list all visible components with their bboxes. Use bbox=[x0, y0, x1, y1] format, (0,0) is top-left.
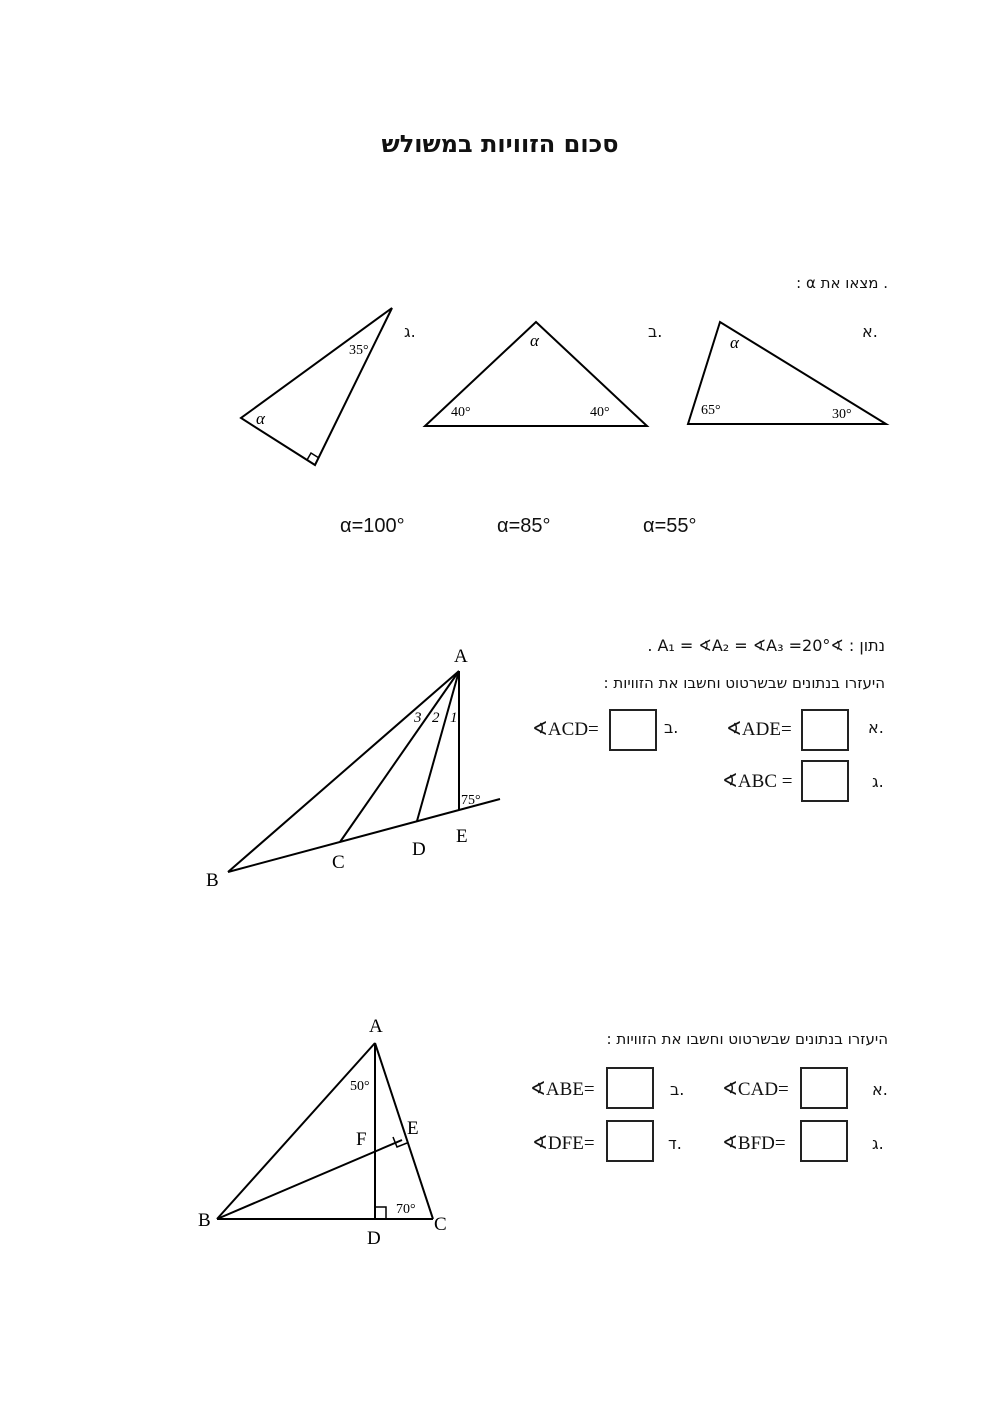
q2-item-b-letter: ב. bbox=[664, 718, 679, 737]
q2-given: נתון : ∢A₁ = ∢A₂ = ∢A₃ =20° . bbox=[647, 636, 885, 655]
q1-triangles bbox=[0, 0, 1000, 480]
q2-adE-answer-box[interactable] bbox=[801, 709, 849, 751]
q3-right-angle-d bbox=[375, 1207, 386, 1219]
tri-b-top-angle: α bbox=[530, 331, 539, 350]
q2-item-a-label: ∢ADE= bbox=[726, 719, 792, 740]
q3-cad-answer-box[interactable] bbox=[800, 1067, 848, 1109]
tri-a-top-angle: α bbox=[730, 333, 739, 352]
q3-label-e: E bbox=[407, 1118, 419, 1139]
q1-answer-a: α=55° bbox=[643, 515, 697, 537]
q3-item-d-letter: ד. bbox=[668, 1134, 682, 1153]
q3-dfe-answer-box[interactable] bbox=[606, 1120, 654, 1162]
q1-label-a: א. bbox=[862, 322, 878, 341]
q3-item-a-letter: א. bbox=[872, 1080, 888, 1099]
q3-angle-50: 50° bbox=[350, 1079, 370, 1094]
q3-right-angle-e bbox=[393, 1137, 407, 1147]
q2-label-c: C bbox=[332, 852, 345, 873]
tri-c-left-angle: α bbox=[256, 409, 265, 428]
q3-item-c-label: ∢BFD= bbox=[722, 1133, 786, 1154]
q3-label-b: B bbox=[198, 1210, 211, 1231]
q2-acd-answer-box[interactable] bbox=[609, 709, 657, 751]
q3-label-c: C bbox=[434, 1214, 447, 1235]
q2-instruction: היעזרו בנתונים שבשרטוט וחשבו את הזוויות : bbox=[603, 674, 885, 692]
q2-figure bbox=[180, 630, 520, 900]
tri-b-right-angle: 40° bbox=[590, 405, 610, 420]
q2-angle-1: 1 bbox=[450, 710, 458, 726]
q3-figure bbox=[190, 1010, 480, 1260]
tri-a-left-angle: 65° bbox=[701, 403, 721, 418]
triangle-c bbox=[241, 308, 392, 465]
tri-c-top-angle: 35° bbox=[349, 343, 369, 358]
q3-label-d: D bbox=[367, 1228, 381, 1249]
q3-item-c-letter: ג. bbox=[872, 1134, 884, 1153]
q1-answer-b: α=85° bbox=[497, 515, 551, 537]
q3-abe-answer-box[interactable] bbox=[606, 1067, 654, 1109]
q2-label-b: B bbox=[206, 870, 219, 891]
q1-label-c: ג. bbox=[404, 322, 416, 341]
q2-angle-3: 3 bbox=[414, 710, 422, 726]
q3-item-b-label: ∢ABE= bbox=[530, 1079, 595, 1100]
page-title: סכום הזוויות במשולש bbox=[381, 130, 619, 158]
tri-b-left-angle: 40° bbox=[451, 405, 471, 420]
q2-item-c-label: ∢ABC = bbox=[722, 771, 793, 792]
q3-item-a-label: ∢CAD= bbox=[722, 1079, 789, 1100]
q2-label-a: A bbox=[454, 646, 468, 667]
q3-label-a: A bbox=[369, 1016, 383, 1037]
q1-instruction: . מצאו את α : bbox=[796, 274, 888, 292]
q2-label-e: E bbox=[456, 826, 468, 847]
q2-item-c-letter: ג. bbox=[872, 772, 884, 791]
q3-instruction: היעזרו בנתונים שבשרטוט וחשבו את הזוויות : bbox=[606, 1030, 888, 1048]
q2-abc-answer-box[interactable] bbox=[801, 760, 849, 802]
q1-answer-c: α=100° bbox=[340, 515, 405, 537]
tri-a-right-angle: 30° bbox=[832, 407, 852, 422]
q3-label-f: F bbox=[356, 1129, 367, 1150]
q3-bfd-answer-box[interactable] bbox=[800, 1120, 848, 1162]
q2-angle-75: 75° bbox=[461, 793, 481, 808]
q3-item-d-label: ∢DFE= bbox=[532, 1133, 595, 1154]
q2-angle-2: 2 bbox=[432, 710, 440, 726]
q2-item-a-letter: א. bbox=[868, 718, 884, 737]
q3-angle-70: 70° bbox=[396, 1202, 416, 1217]
q2-label-d: D bbox=[412, 839, 426, 860]
q1-label-b: ב. bbox=[648, 322, 663, 341]
q2-item-b-label: ∢ACD= bbox=[532, 719, 599, 740]
q3-item-b-letter: ב. bbox=[670, 1080, 685, 1099]
